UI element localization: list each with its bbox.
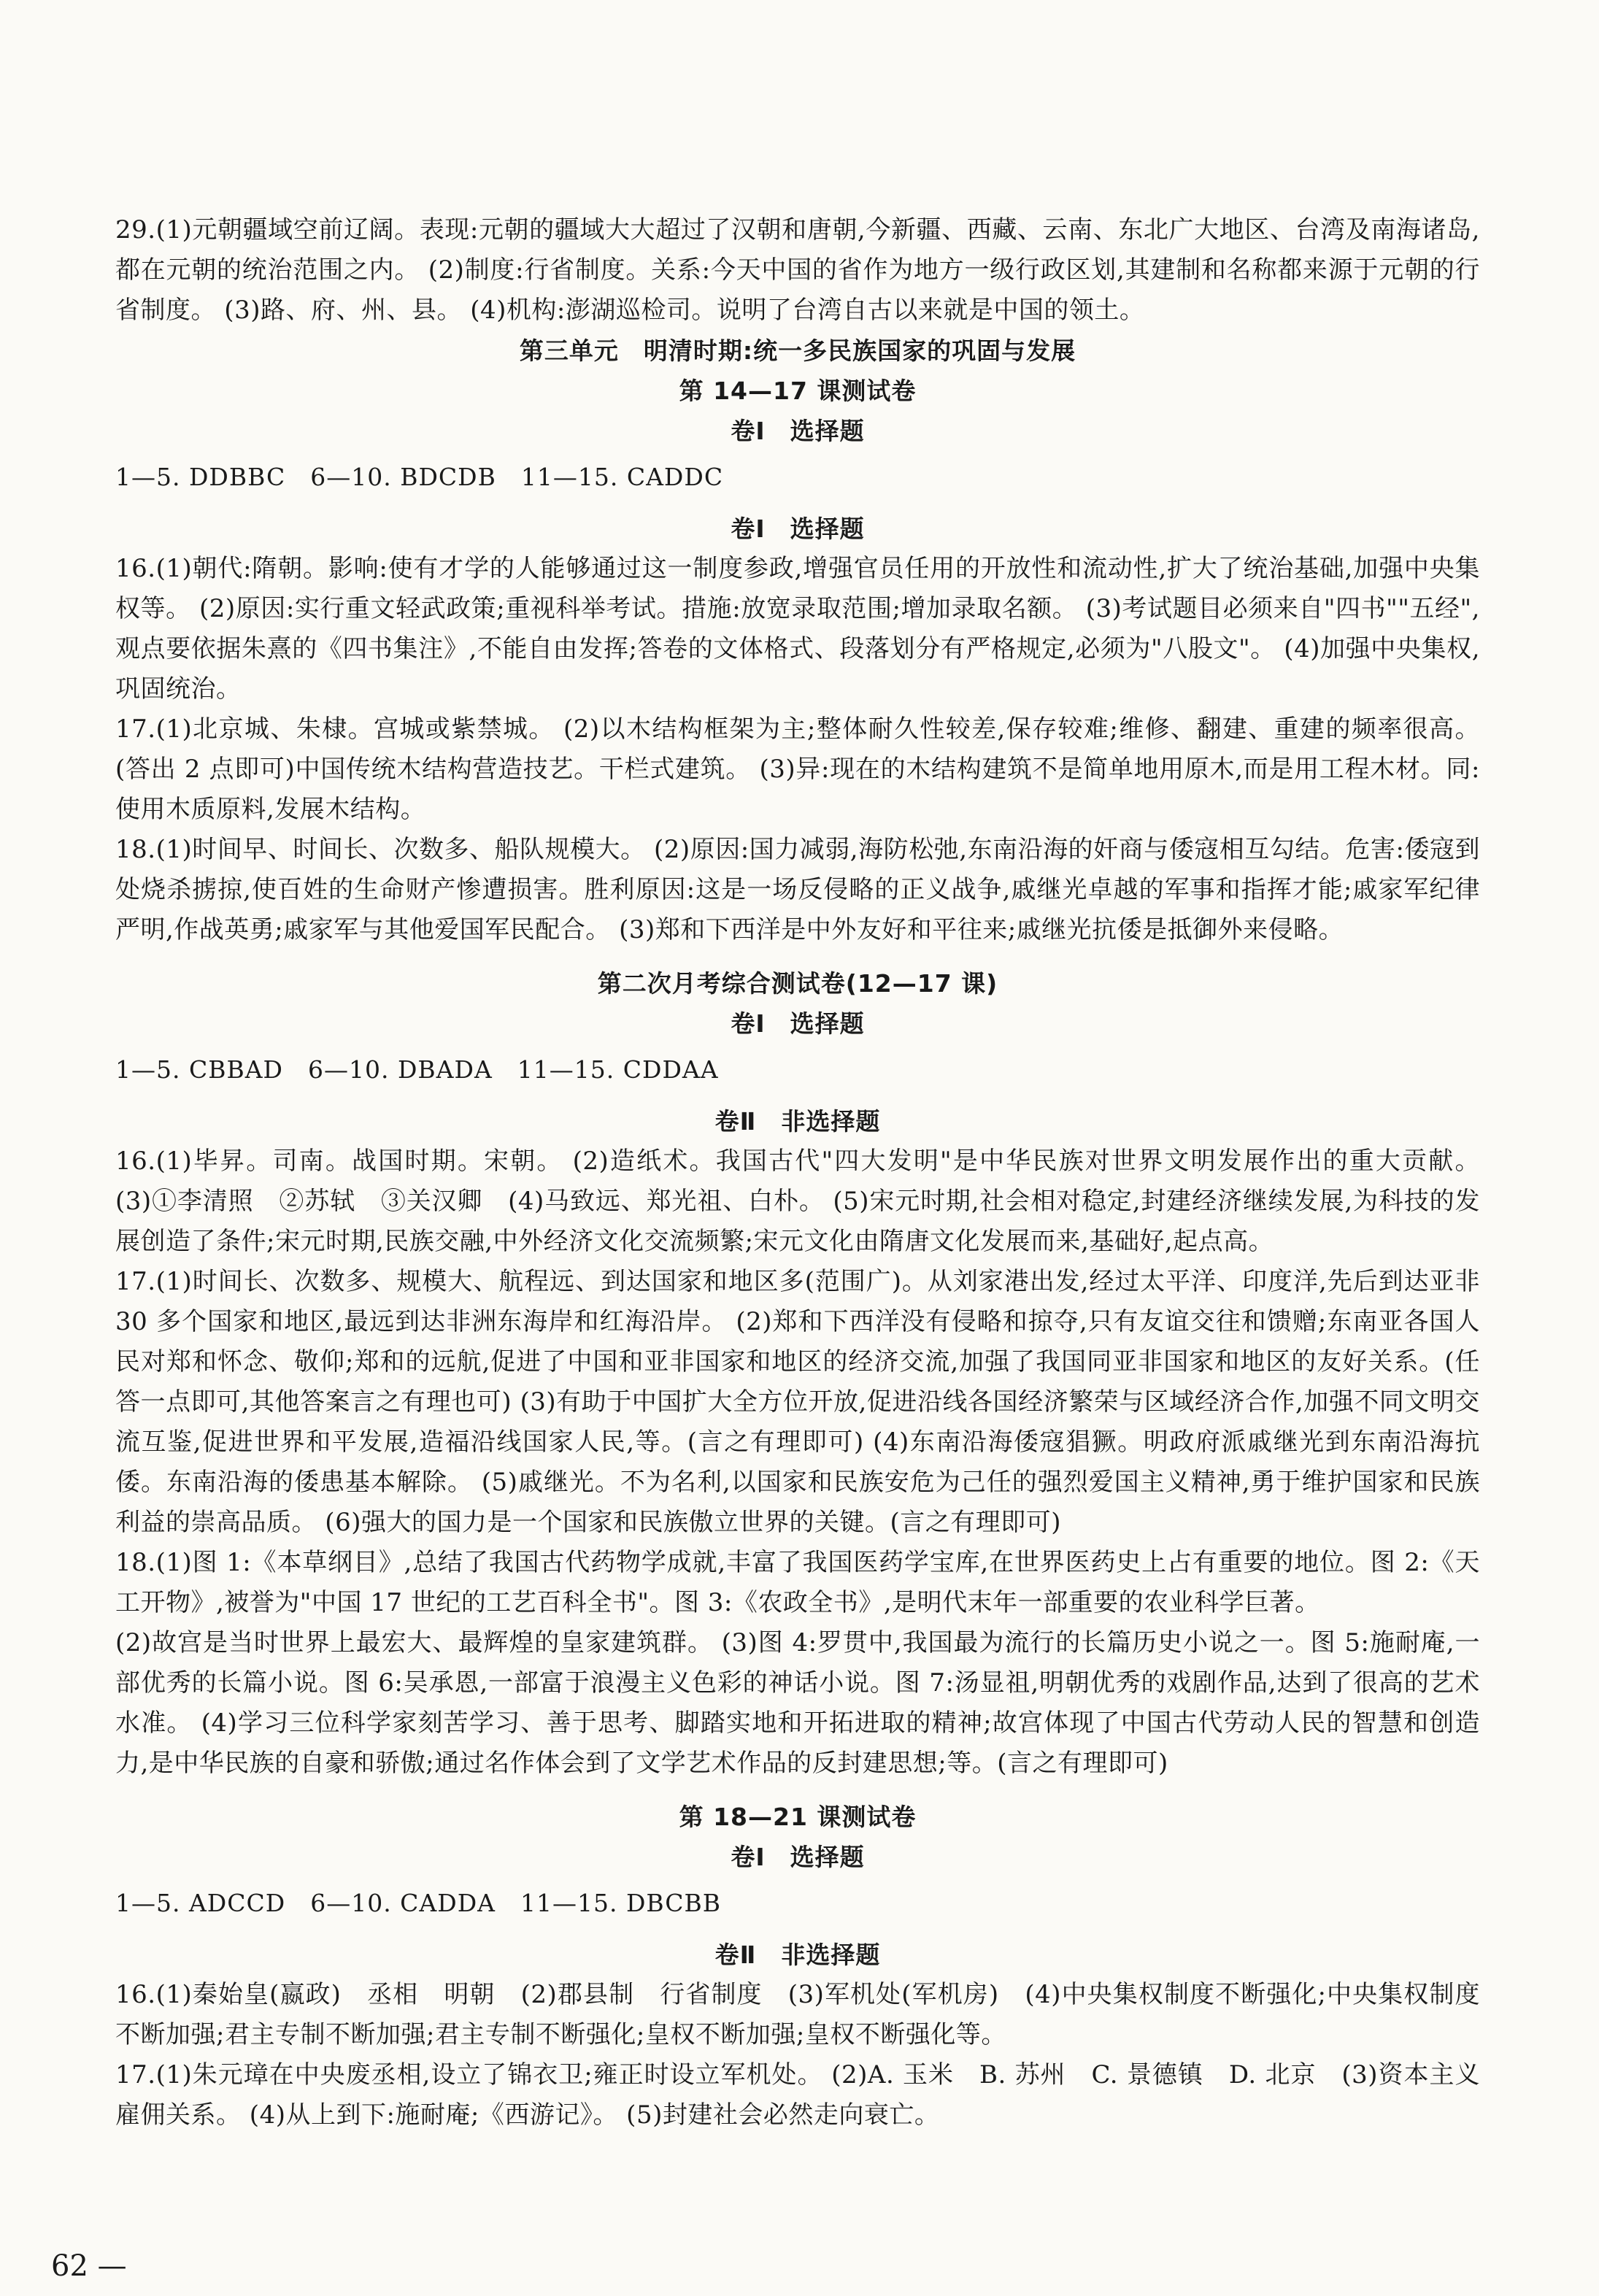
test2-answer-q16: 16.(1)毕昇。司南。战国时期。宋朝。 (2)造纸术。我国古代"四大发明"是中华民族对世界文明发展作出的重大贡献。 (3)①李清照 ②苏轼 ③关汉卿 (4)马致远、郑光祖、白朴。 (5)宋元时期,社会相对稳定,封建经济继续发展,为科技的发展创造了条件;宋元时期,民族交融,中外经济文化交流频繁;宋元文化由隋唐文化发展而来,基础好,起点高。 xyxy=(115,1147,1480,1256)
test1-answer-q16: 16.(1)朝代:隋朝。影响:使有才学的人能够通过这一制度参政,增强官员任用的开放性和流动性,扩大了统治基础,加强中央集权等。 (2)原因:实行重文轻武政策;重视科举考试。措施:放宽录取范围;增加录取名额。 (3)考试题目必须来自"四书""五经",观点要依据朱熹的《四书集注》,不能自由发挥;答卷的文体格式、段落划分有严格规定,必须为"八股文"。 (4)加强中央集权,巩固统治。 xyxy=(115,554,1480,704)
test1-mc-answers: 1—5. DDBBC 6—10. BDCDB 11—15. CADDC xyxy=(115,463,724,491)
test2-title: 第二次月考综合测试卷(12—17 课) xyxy=(597,969,998,998)
test2-answer-q18-part1: 18.(1)图 1:《本草纲目》,总结了我国古代药物学成就,丰富了我国医药学宝库,在世界医药史上占有重要的地位。图 2:《天工开物》,被誉为"中国 17 世纪的工艺百科全书"。图 3:《农政全书》,是明代末年一部重要的农业科学巨著。 xyxy=(115,1548,1480,1617)
test1-part2-heading: 卷Ⅰ 选择题 xyxy=(731,515,865,543)
test2-answer-q18-part2: (2)故宫是当时世界上最宏大、最辉煌的皇家建筑群。 (3)图 4:罗贯中,我国最为流行的长篇历史小说之一。图 5:施耐庵,一部优秀的长篇小说。图 6:吴承恩,一部富于浪漫主义色彩的神话小说。图 7:汤显祖,明朝优秀的戏剧作品,达到了很高的艺术水准。 (4)学习三位科学家刻苦学习、善于思考、脚踏实地和开拓进取的精神;故宫体现了中国古代劳动人民的智慧和创造力,是中华民族的自豪和骄傲;通过名作体会到了文学艺术作品的反封建思想;等。(言之有理即可) xyxy=(115,1628,1480,1778)
answer-content xyxy=(115,210,1480,2135)
test3-title: 第 18—21 课测试卷 xyxy=(679,1803,917,1831)
test3-mc-answers: 1—5. ADCCD 6—10. CADDA 11—15. DBCBB xyxy=(115,1889,722,1917)
test3-part2-heading: 卷Ⅱ 非选择题 xyxy=(714,1941,881,1969)
test3-part1-heading: 卷Ⅰ 选择题 xyxy=(731,1843,865,1871)
page-number: 62 — xyxy=(51,2249,127,2283)
test2-part2-heading: 卷Ⅱ 非选择题 xyxy=(714,1107,881,1136)
test2-answer-q17: 17.(1)时间长、次数多、规模大、航程远、到达国家和地区多(范围广)。从刘家港出发,经过太平洋、印度洋,先后到达亚非 30 多个国家和地区,最远到达非洲东海岸和红海沿岸。 (2)郑和下西洋没有侵略和掠夺,只有友谊交往和馈赠;东南亚各国人民对郑和怀念、敬仰;郑和的远航,促进了中国和亚非国家和地区的经济交流,加强了我国同亚非国家和地区的友好关系。(任答一点即可,其他答案言之有理也可) (3)有助于中国扩大全方位开放,促进沿线各国经济繁荣与区域经济合作,加强不同文明交流互鉴,促进世界和平发展,造福沿线国家人民,等。(言之有理即可) (4)东南沿海倭寇猖獗。明政府派戚继光到东南沿海抗倭。东南沿海的倭患基本解除。 (5)戚继光。不为名利,以国家和民族安危为己任的强烈爱国主义精神,勇于维护国家和民族利益的崇高品质。 (6)强大的国力是一个国家和民族傲立世界的关键。(言之有理即可) xyxy=(115,1267,1480,1537)
test1-answer-q17: 17.(1)北京城、朱棣。宫城或紫禁城。 (2)以木结构框架为主;整体耐久性较差,保存较难;维修、翻建、重建的频率很高。(答出 2 点即可)中国传统木结构营造技艺。干栏式建筑。 (3)异:现在的木结构建筑不是简单地用原木,而是用工程木材。同:使用木质原料,发展木结构。 xyxy=(115,714,1480,824)
answer-q29: 29.(1)元朝疆域空前辽阔。表现:元朝的疆域大大超过了汉朝和唐朝,今新疆、西藏、云南、东北广大地区、台湾及南海诸岛,都在元朝的统治范围之内。 (2)制度:行省制度。关系:今天中国的省作为地方一级行政区划,其建制和名称都来源于元朝的行省制度。 (3)路、府、州、县。 (4)机构:澎湖巡检司。说明了台湾自古以来就是中国的领土。 xyxy=(115,215,1480,325)
test1-part1-heading: 卷Ⅰ 选择题 xyxy=(731,417,865,445)
test3-answer-q16: 16.(1)秦始皇(嬴政) 丞相 明朝 (2)郡县制 行省制度 (3)军机处(军机房) (4)中央集权制度不断强化;中央集权制度不断加强;君主专制不断加强;君主专制不断强化;皇权不断加强;皇权不断强化等。 xyxy=(115,1980,1480,2049)
test2-mc-answers: 1—5. CBBAD 6—10. DBADA 11—15. CDDAA xyxy=(115,1055,719,1084)
test1-title: 第 14—17 课测试卷 xyxy=(679,377,917,405)
test3-answer-q17: 17.(1)朱元璋在中央废丞相,设立了锦衣卫;雍正时设立军机处。 (2)A. 玉米 B. 苏州 C. 景德镇 D. 北京 (3)资本主义雇佣关系。 (4)从上到下:施耐庵;《西游记》。 (5)封建社会必然走向衰亡。 xyxy=(115,2060,1480,2130)
test1-answer-q18: 18.(1)时间早、时间长、次数多、船队规模大。 (2)原因:国力减弱,海防松弛,东南沿海的奸商与倭寇相互勾结。危害:倭寇到处烧杀掳掠,使百姓的生命财产惨遭损害。胜利原因:这是一场反侵略的正义战争,戚继光卓越的军事和指挥才能;戚家军纪律严明,作战英勇;戚家军与其他爱国军民配合。 (3)郑和下西洋是中外友好和平往来;戚继光抗倭是抵御外来侵略。 xyxy=(115,835,1480,944)
unit-title: 第三单元 明清时期:统一多民族国家的巩固与发展 xyxy=(519,336,1076,365)
test2-part1-heading: 卷Ⅰ 选择题 xyxy=(731,1009,865,1038)
